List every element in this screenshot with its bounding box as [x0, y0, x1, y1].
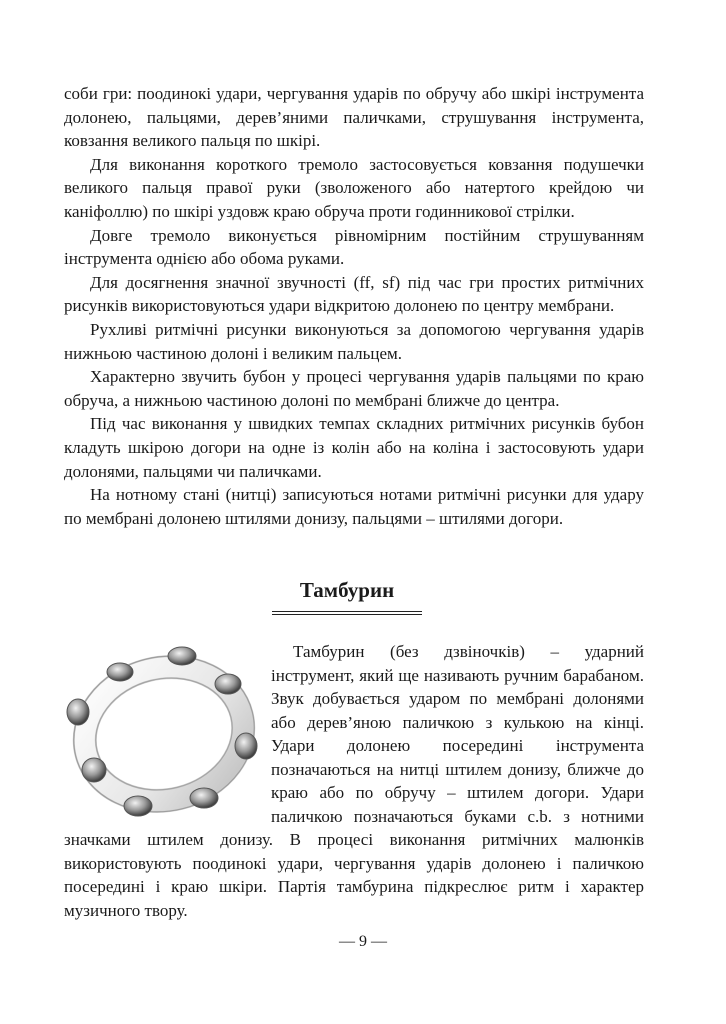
tambourine-image	[64, 640, 269, 826]
paragraph: Довге тремоло виконується рівномірним постійним струшуванням інструмента однією або обома руками.	[64, 225, 644, 269]
paragraph: Під час виконання у швидких темпах складних ритмічних рисунків бубон кладуть шкірою догори на одне із колін або на коліна і застосовують удари долонями, пальцями чи паличками.	[64, 414, 644, 481]
section-title: Тамбурин	[299, 578, 395, 602]
paragraph: соби гри: поодинокі удари, чергування ударів по обручу або шкірі інструмента долонею, пальцями, дерев’яними паличками, струшування інструмента, ковзання великого пальця по шкірі.	[64, 84, 644, 151]
page-number: — 9 —	[339, 933, 387, 950]
tambourine-section	[64, 640, 644, 922]
paragraph: Характерно звучить бубон у процесі чергування ударів пальцями по краю обруча, а нижньою частиною долоні по мембрані ближче до центра.	[64, 367, 644, 410]
title-underline	[272, 611, 422, 615]
paragraph: Рухливі ритмічні рисунки виконуються за допомогою чергування ударів нижньою частиною долоні і великим пальцем.	[64, 319, 644, 363]
paragraph: Для виконання короткого тремоло застосовується ковзання подушечки великого пальця правої руки (зволоженого або натертого крейдою чи каніфоллю) по шкірі уздовж краю обруча проти годинникової стрілки.	[64, 154, 644, 221]
tambourine-icon	[64, 642, 264, 826]
paragraph: На нотному стані (нитці) записуються нотами ритмічні рисунки для удару по мембрані долонею штилями донизу, пальцями – штилями догори.	[64, 485, 644, 528]
section-paragraph: Тамбурин (без дзвіночків) – ударний інструмент, який ще називають ручним барабаном. Звук добувається ударом по мембрані долонями або дерев’яною паличкою з кулькою на кінці. Удари долонею посередині інструмента позначаються на нитці штилем донизу, ближче до краю або по обручу – штилем догори. Удари паличкою позначаються буками c.b. з нотними значками штилем донизу. В процесі виконання ритмічних малюнків використовують поодинокі удари, чергування ударів долонею і паличкою посередині і краю шкіри. Партія тамбурина підкреслює ритм і характер музичного твору.	[64, 642, 644, 920]
paragraph: Для досягнення значної звучності (ff, sf) під час гри простих ритмічних рисунків використовуються удари відкритою долонею по центру мембрани.	[64, 272, 644, 316]
body-text	[64, 82, 644, 530]
